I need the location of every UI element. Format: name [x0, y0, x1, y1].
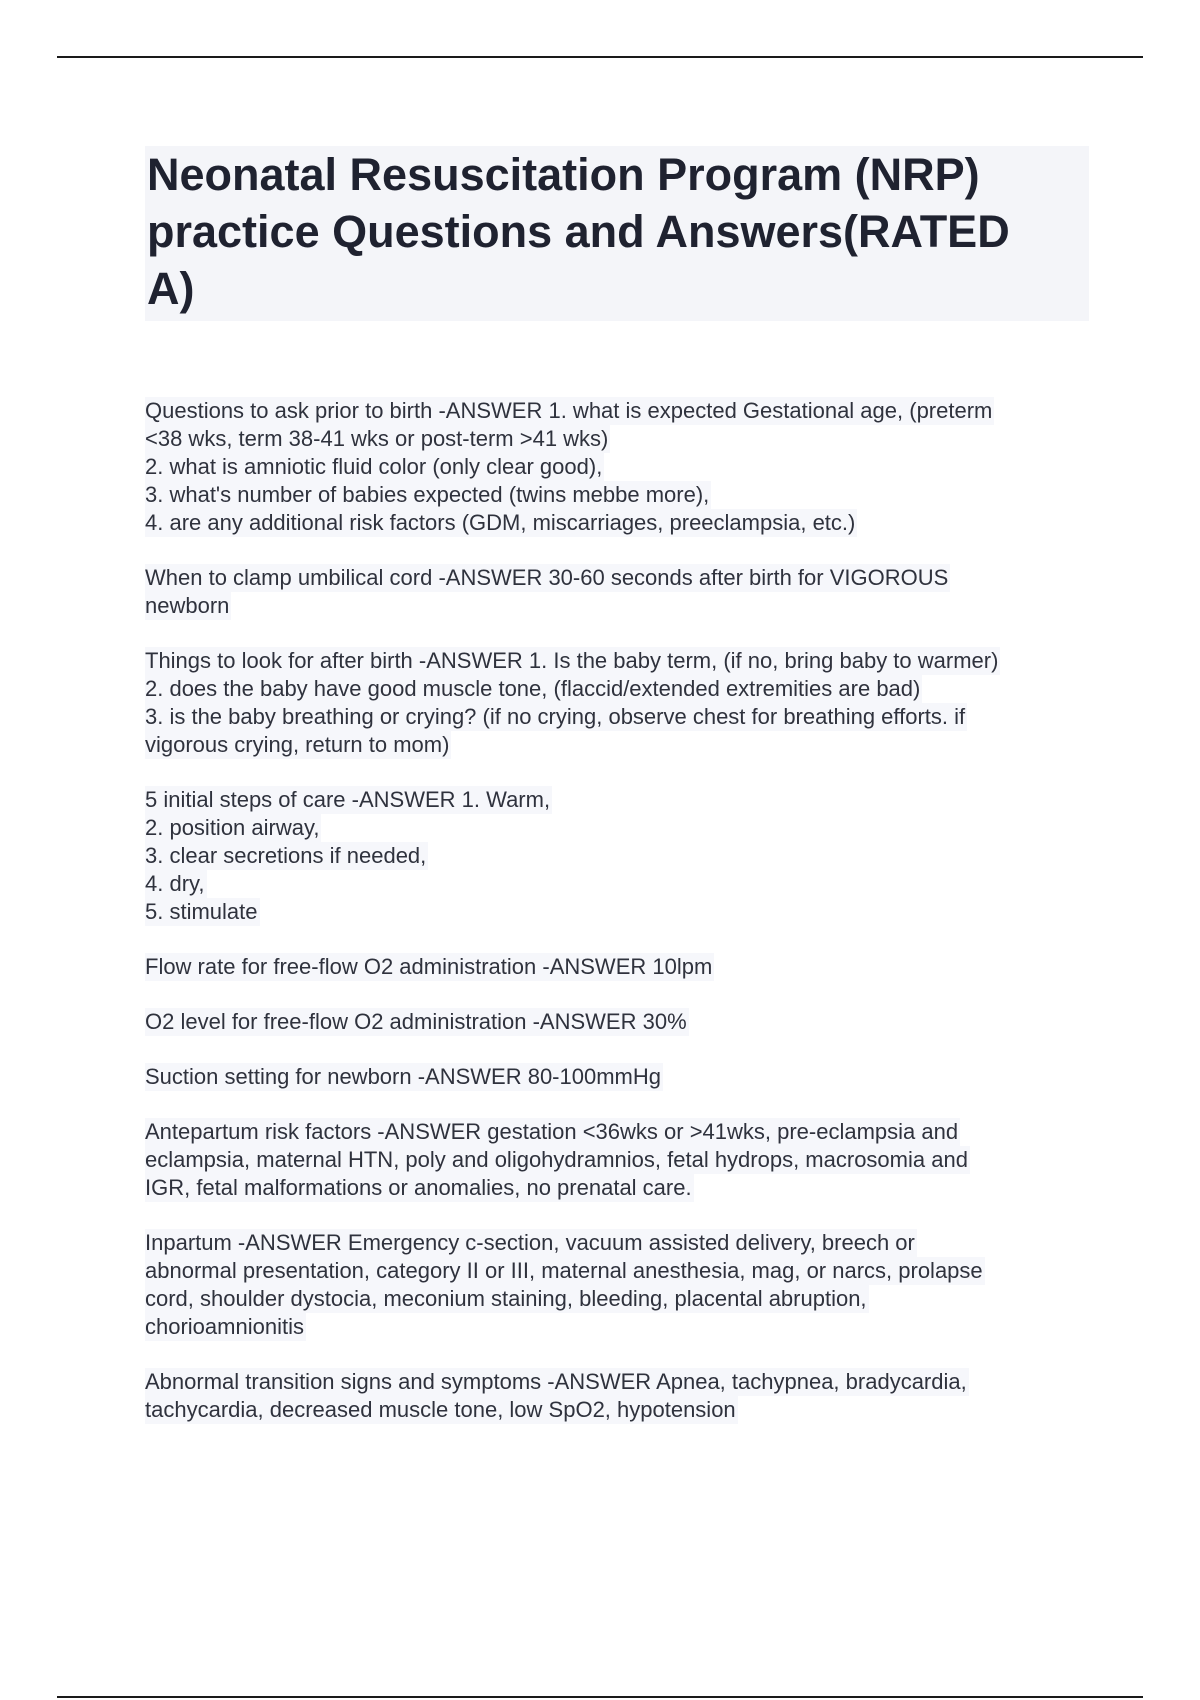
qa-line: 3. clear secretions if needed, [145, 843, 427, 868]
qa-line: 4. dry, [145, 871, 205, 896]
qa-line: Inpartum -ANSWER Emergency c-section, vacuum assisted delivery, breech or [145, 1230, 915, 1255]
qa-line: 2. what is amniotic fluid color (only clear good), [145, 454, 603, 479]
top-divider [57, 56, 1143, 58]
qa-entry-inpartum [145, 1229, 1095, 1341]
qa-entry-prior-to-birth [145, 397, 1095, 537]
qa-entry-clamp-cord [145, 564, 1095, 620]
qa-line: Flow rate for free-flow O2 administration -ANSWER 10lpm [145, 954, 713, 979]
qa-line: 3. what's number of babies expected (twins mebbe more), [145, 482, 710, 507]
qa-line: 5. stimulate [145, 899, 258, 924]
qa-line: 5 initial steps of care -ANSWER 1. Warm, [145, 787, 551, 812]
qa-entry-o2-level [145, 1008, 1095, 1036]
qa-entry-antepartum [145, 1118, 1095, 1202]
qa-line: O2 level for free-flow O2 administration -ANSWER 30% [145, 1009, 687, 1034]
qa-entry-suction [145, 1063, 1095, 1091]
qa-line: 3. is the baby breathing or crying? (if no crying, observe chest for breathing efforts. if [145, 704, 966, 729]
qa-entry-flow-rate [145, 953, 1095, 981]
qa-line: Suction setting for newborn -ANSWER 80-100mmHg [145, 1064, 661, 1089]
document-title [145, 146, 1089, 321]
qa-line: vigorous crying, return to mom) [145, 732, 450, 757]
qa-list [145, 397, 1095, 1451]
qa-line: Abnormal transition signs and symptoms -ANSWER Apnea, tachypnea, bradycardia, [145, 1369, 967, 1394]
qa-line: eclampsia, maternal HTN, poly and oligohydramnios, fetal hydrops, macrosomia and [145, 1147, 968, 1172]
qa-line: newborn [145, 593, 230, 618]
qa-entry-abnormal-transition [145, 1368, 1095, 1424]
title-line: Neonatal Resuscitation Program (NRP) [147, 149, 980, 200]
title-line: A) [147, 263, 195, 314]
qa-line: chorioamnionitis [145, 1314, 304, 1339]
qa-line: 2. does the baby have good muscle tone, (flaccid/extended extremities are bad) [145, 676, 921, 701]
qa-line: abnormal presentation, category II or III, maternal anesthesia, mag, or narcs, prolapse [145, 1258, 983, 1283]
qa-line: Things to look for after birth -ANSWER 1. Is the baby term, (if no, bring baby to warmer) [145, 648, 999, 673]
qa-line: cord, shoulder dystocia, meconium staining, bleeding, placental abruption, [145, 1286, 867, 1311]
bottom-divider [57, 1696, 1143, 1698]
qa-line: Antepartum risk factors -ANSWER gestation <36wks or >41wks, pre-eclampsia and [145, 1119, 959, 1144]
qa-line: tachycardia, decreased muscle tone, low SpO2, hypotension [145, 1397, 736, 1422]
qa-line: IGR, fetal malformations or anomalies, no prenatal care. [145, 1175, 692, 1200]
qa-line: 2. position airway, [145, 815, 320, 840]
qa-entry-initial-steps [145, 786, 1095, 926]
qa-line: <38 wks, term 38-41 wks or post-term >41 wks) [145, 426, 609, 451]
qa-line: 4. are any additional risk factors (GDM, miscarriages, preeclampsia, etc.) [145, 510, 856, 535]
qa-entry-after-birth [145, 647, 1095, 759]
qa-line: Questions to ask prior to birth -ANSWER 1. what is expected Gestational age, (preterm [145, 398, 993, 423]
qa-line: When to clamp umbilical cord -ANSWER 30-60 seconds after birth for VIGOROUS [145, 565, 949, 590]
title-line: practice Questions and Answers(RATED [147, 206, 1010, 257]
